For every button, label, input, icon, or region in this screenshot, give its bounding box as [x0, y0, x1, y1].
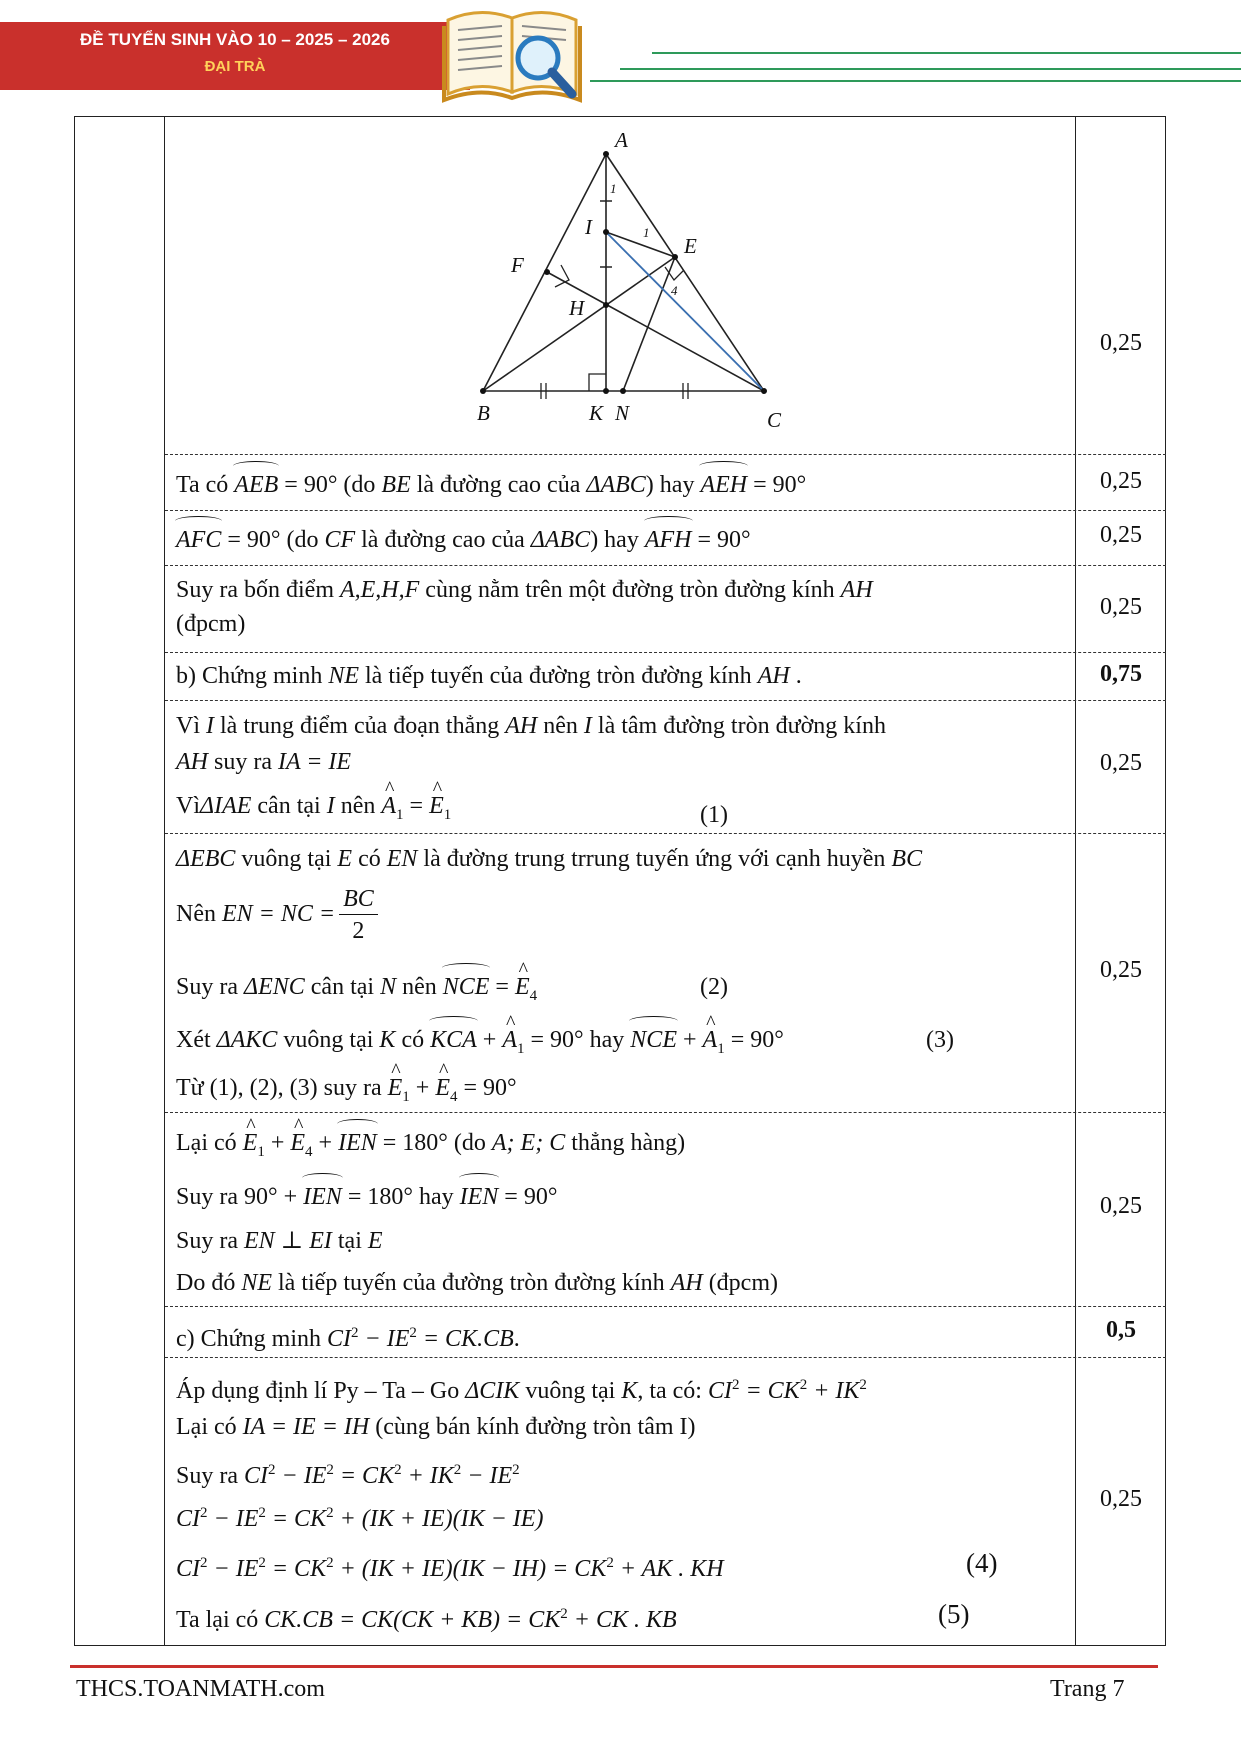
geometry-figure	[165, 117, 1075, 453]
score-row9: 0,25	[1100, 1486, 1142, 1512]
score-row6: 0,25	[1100, 957, 1142, 983]
proof-line: $CI^2 - IE^2 = CK^2 + (IK + IE)(IK - IH) = CK^2$ + AK . KH (4)	[176, 1548, 998, 1582]
footer-site: THCS.TOANMATH.com	[76, 1676, 325, 1702]
score-row3: 0,25	[1100, 594, 1142, 620]
row-divider	[165, 700, 1166, 701]
proof-line: Xét ΔAKC vuông tại K có KCA + ^ $A_1 = 90^\circ$ hay NCE + ^ $A_1 = 90^\circ$ (3)	[176, 1023, 1066, 1066]
header-line	[590, 80, 1241, 82]
label-E: E	[684, 234, 697, 258]
point-H	[603, 302, 609, 308]
altitude-CF	[547, 272, 764, 391]
segment-IE	[606, 232, 675, 257]
point-N	[620, 388, 626, 394]
equation-tag: (1)	[700, 801, 728, 828]
part-b-heading: b) Chứng minh NE là tiếp tuyến của đường tròn đường kính AH .	[176, 663, 802, 689]
score-part-c: 0,5	[1106, 1317, 1136, 1343]
label-C: C	[767, 408, 782, 432]
row-divider	[165, 1306, 1166, 1307]
angle-label-A1: 1	[610, 181, 617, 196]
row-divider	[165, 454, 1166, 455]
label-A: A	[615, 128, 628, 152]
row-divider	[165, 1357, 1166, 1358]
header-line	[652, 52, 1241, 54]
row-divider	[165, 652, 1166, 653]
proof-block-b1: Vì I là trung điểm của đoạn thẳng AH nên I là tâm đường tròn đường kính AH suy ra IA = IE VìΔIAE cân tại I nên ^ $A_1$ = ^ $E_1$ (1)	[176, 708, 1066, 833]
equation-tag: (5)	[938, 1599, 970, 1629]
page-number: Trang 7	[1050, 1676, 1125, 1702]
proof-line: $CI^2 - IE^2 = CK^2 + (IK + IE)(IK - IE)$	[176, 1505, 544, 1532]
proof-line: Từ (1), (2), (3) suy ra ^ $E_1$ + ^ $E_4 = 90^\circ$	[176, 1071, 1066, 1114]
equation-tag: (3)	[926, 1027, 954, 1053]
score-part-b: 0,75	[1100, 661, 1142, 687]
proof-line-aeb: Ta có AEB = 90° (do BE là đường cao của ΔABC) hay AEH = 90°	[176, 468, 1066, 502]
proof-line: Do đó NE là tiếp tuyến của đường tròn đường kính AH (đpcm)	[176, 1270, 778, 1296]
proof-line: Suy ra 90° + IEN = 180° hay IEN = 90°	[176, 1180, 1066, 1214]
proof-line: Suy ra $CI^2 - IE^2 = CK^2 + IK^2 - IE^2$	[176, 1462, 520, 1489]
segment-AC	[606, 154, 764, 391]
proof-line: ΔEBC vuông tại E có EN là đường trung trrung tuyến ứng với cạnh huyền BC	[176, 846, 923, 872]
angle-label-E4: 4	[671, 283, 678, 298]
label-B: B	[477, 401, 490, 425]
segment-EN	[623, 257, 675, 391]
equation-tag: (2)	[700, 974, 728, 1000]
header-title: ĐỀ TUYỂN SINH VÀO 10 – 2025 – 2026	[80, 30, 390, 49]
proof-line: Lại có ^ $E_1$ + ^ $E_4$ + IEN = 180° (do A; E; C thẳng hàng)	[176, 1126, 1066, 1169]
proof-conclusion-a: Suy ra bốn điểm A,E,H,F cùng nằm trên một đường tròn đường kính AH (đpcm)	[176, 577, 873, 637]
header-subtitle: ĐẠI TRÀ	[204, 58, 266, 75]
point-E	[672, 254, 678, 260]
point-B	[480, 388, 486, 394]
score-row1: 0,25	[1100, 468, 1142, 494]
header-line	[620, 68, 1241, 70]
score-figure: 0,25	[1100, 330, 1142, 356]
footer-line	[70, 1665, 1158, 1668]
label-H: H	[569, 296, 585, 320]
point-C	[761, 388, 767, 394]
row-divider	[165, 833, 1166, 834]
part-c-heading: c) Chứng minh $CI^2 - IE^2 = CK.CB$.	[176, 1325, 520, 1352]
score-row7: 0,25	[1100, 1193, 1142, 1219]
equation-tag: (4)	[966, 1548, 998, 1578]
row-divider	[165, 565, 1166, 566]
score-row2: 0,25	[1100, 522, 1142, 548]
proof-line: Áp dụng định lí Py – Ta – Go ΔCIK vuông tại K, ta có: $CI^2 = CK^2 + IK^2$	[176, 1377, 867, 1404]
label-I: I	[585, 215, 592, 239]
point-A	[603, 151, 609, 157]
right-angle-mark	[589, 374, 606, 391]
proof-line: Suy ra ΔENC cân tại N nên NCE = ^ $E_4$ (2)	[176, 970, 1066, 1013]
proof-line: Ta lại có $CK.CB = CK(CK + KB) = CK^2$ + CK . KB (5)	[176, 1599, 970, 1633]
score-row5: 0,25	[1100, 750, 1142, 776]
row-divider	[165, 510, 1166, 511]
point-I	[603, 229, 609, 235]
point-F	[544, 269, 550, 275]
book-magnifier-icon	[440, 0, 590, 104]
label-K: K	[589, 401, 604, 425]
fraction: $\frac{BC}{2}$	[339, 884, 378, 947]
label-N: N	[615, 401, 630, 425]
label-F: F	[511, 253, 524, 277]
angle-label-E1: 1	[643, 225, 650, 240]
proof-line: Suy ra EN ⊥ EI tại E	[176, 1228, 383, 1254]
point-K	[603, 388, 609, 394]
proof-line: Lại có IA = IE = IH (cùng bán kính đường tròn tâm I)	[176, 1414, 696, 1440]
proof-line-fraction: Nên EN = NC = $\frac{BC}{2}$	[176, 884, 1066, 947]
proof-line-afc: AFC = 90° (do CF là đường cao của ΔABC) hay AFH = 90°	[176, 523, 1066, 557]
altitude-BE	[483, 257, 675, 391]
